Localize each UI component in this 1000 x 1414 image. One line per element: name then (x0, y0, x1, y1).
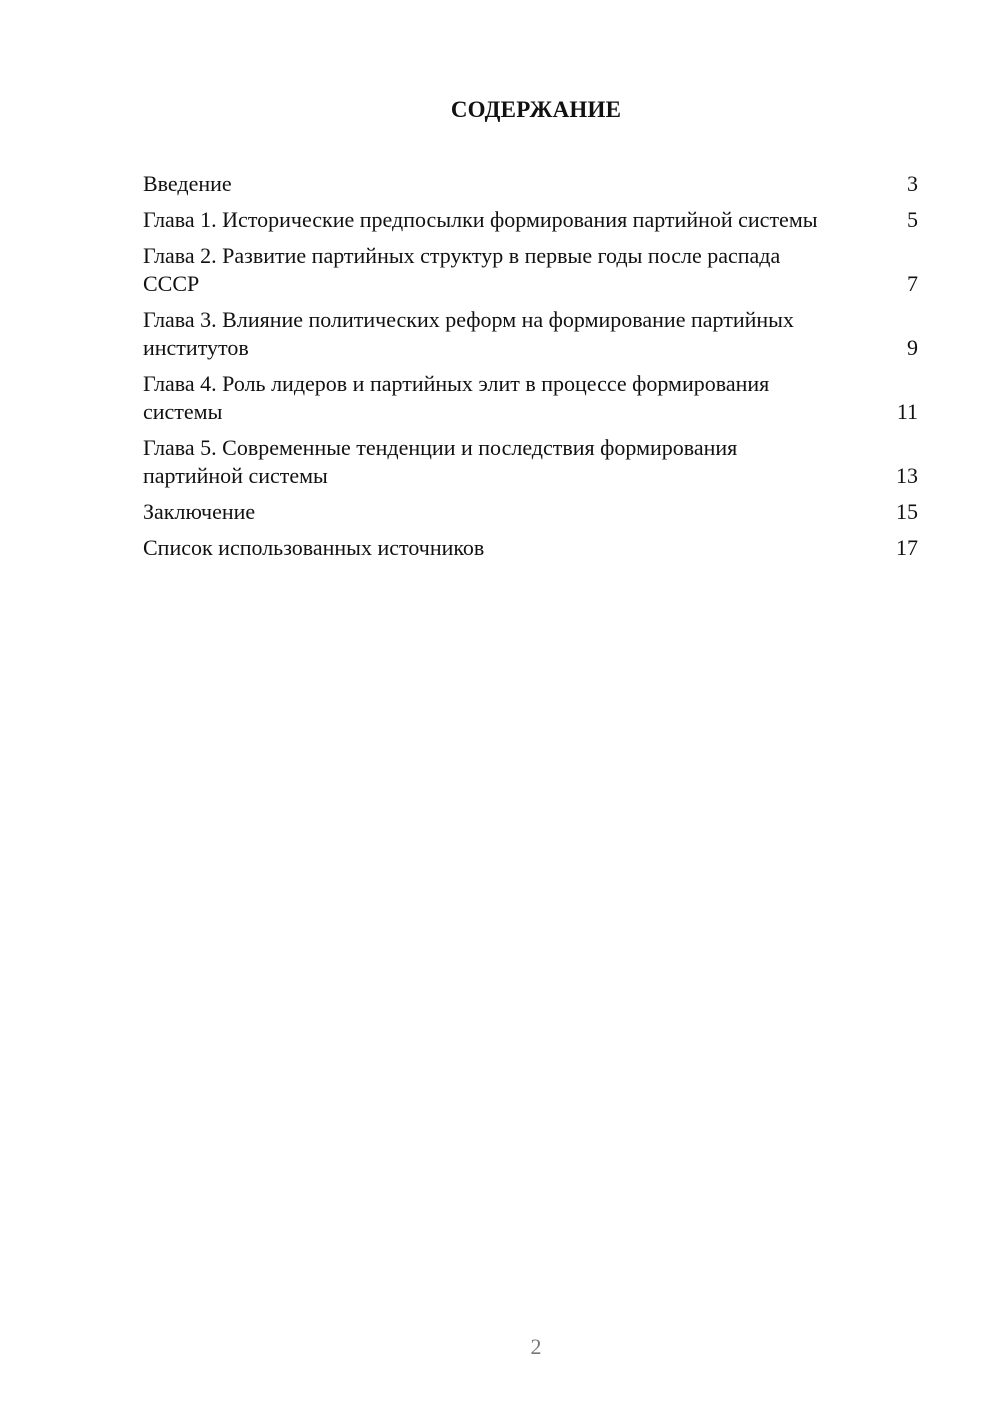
toc-entry-text: Заключение (143, 499, 256, 524)
toc-entry-page: 13 (896, 463, 918, 488)
toc-entry-chapter-4[interactable] (143, 370, 918, 426)
toc-entry-chapter-1[interactable] (143, 206, 918, 234)
toc-entry-page: 11 (896, 399, 918, 424)
toc-entry-text: Глава 5. Современные тенденции и последствия формирования партийной системы (143, 435, 738, 488)
toc-entry-text: Глава 1. Исторические предпосылки формирования партийной системы (143, 207, 818, 232)
toc-title: СОДЕРЖАНИЕ (450, 97, 622, 122)
toc-entry-references[interactable] (143, 534, 918, 562)
toc-entry-text: Глава 4. Роль лидеров и партийных элит в процессе формирования системы (143, 371, 770, 424)
toc-entry-text: Список использованных источников (143, 535, 485, 560)
toc-entry-page: 3 (907, 171, 918, 196)
toc-entry-page: 17 (896, 535, 918, 560)
toc-entry-text: Глава 3. Влияние политических реформ на формирование партийных институтов (143, 307, 794, 360)
toc-entry-page: 15 (896, 499, 918, 524)
toc-entry-page: 7 (907, 271, 918, 296)
toc-entry-conclusion[interactable] (143, 498, 918, 526)
toc-entry-page: 5 (907, 207, 918, 232)
toc-entry-introduction[interactable] (143, 170, 918, 198)
toc-entry-chapter-3[interactable] (143, 306, 918, 362)
page-number: 2 (530, 1334, 542, 1359)
toc-entry-text: Введение (143, 171, 232, 196)
toc-list (143, 170, 918, 570)
toc-entry-text: Глава 2. Развитие партийных структур в первые годы после распада СССР (143, 243, 781, 296)
toc-entry-chapter-5[interactable] (143, 434, 918, 490)
toc-entry-chapter-2[interactable] (143, 242, 918, 298)
toc-entry-page: 9 (907, 335, 918, 360)
